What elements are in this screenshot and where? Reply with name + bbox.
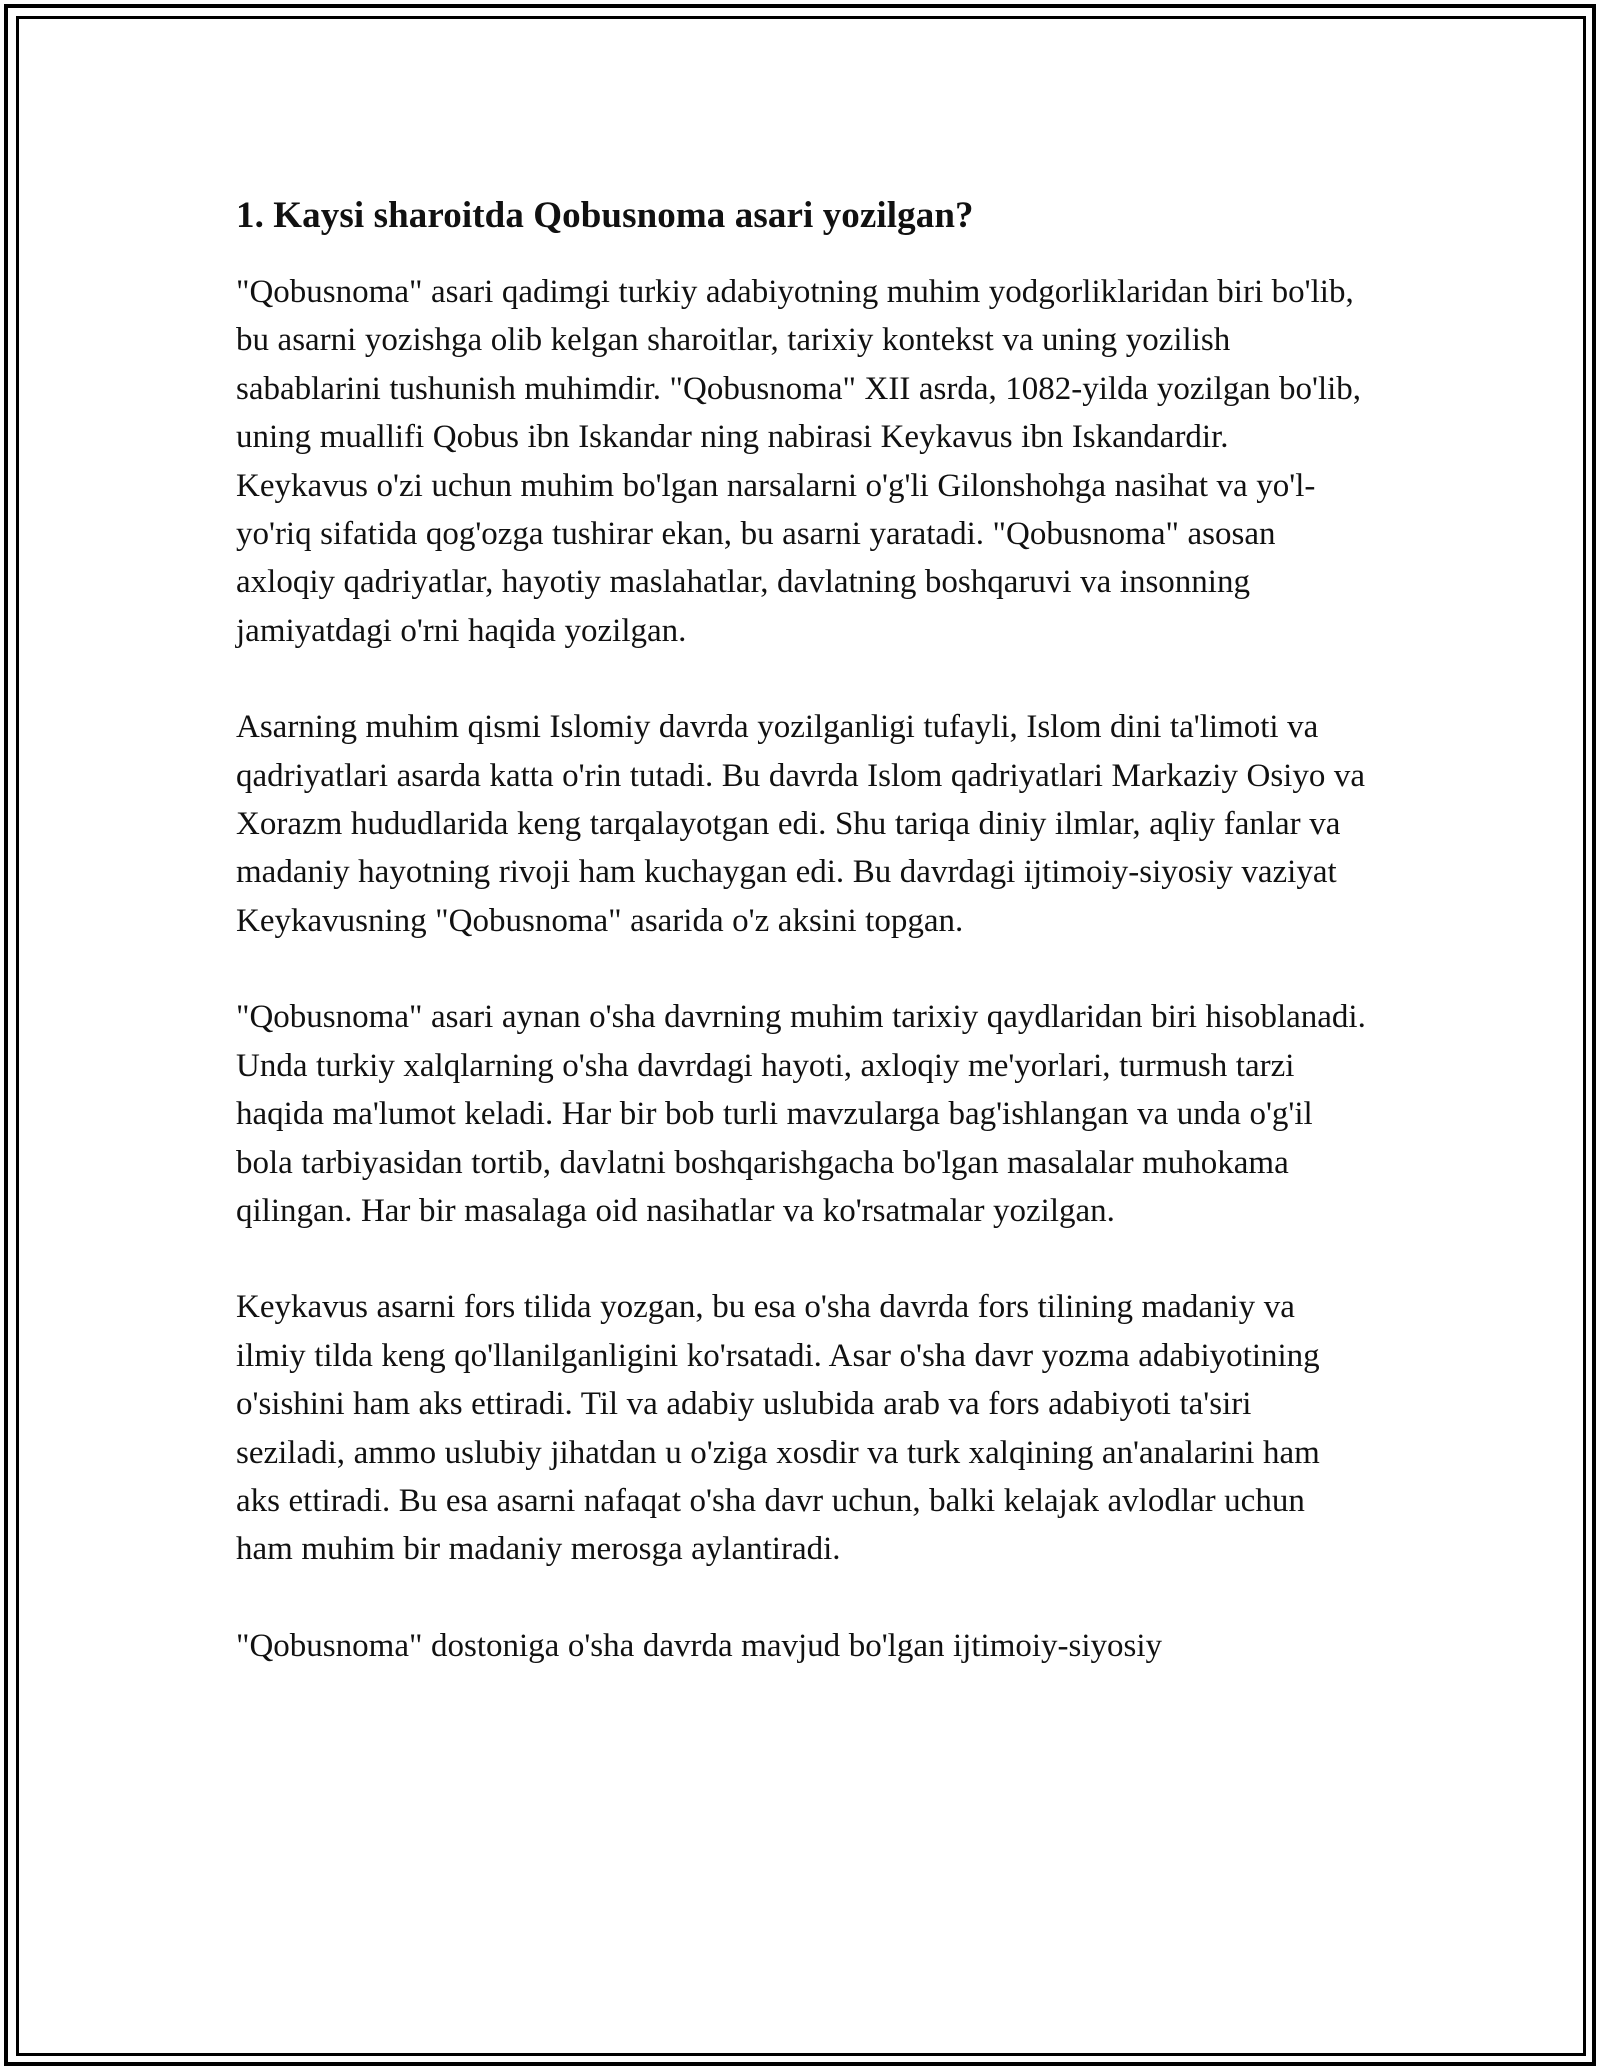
paragraph-1: "Qobusnoma" asari qadimgi turkiy adabiyotning muhim yodgorliklaridan biri bo'lib, bu asarni yozishga olib kelgan sharoitlar, tarixiy kontekst va uning yozilish sabablarini tushunish muhimdir. "Qobusnoma" XII asrda, 1082-yilda yozilgan bo'lib, uning muallifi Qobus ibn Iskandar ning nabirasi Keykavus ibn Iskandardir. Keykavus o'zi uchun muhim bo'lgan narsalarni o'g'li Gilonshohga nasihat va yo'l-yo'riq sifatida qog'ozga tushirar ekan, bu asarni yaratadi. "Qobusnoma" asosan axloqiy qadriyatlar, hayotiy maslahatlar, davlatning boshqaruvi va insonning jamiyatdagi o'rni haqida yozilgan. [236,274,1362,649]
paragraph-2: Asarning muhim qismi Islomiy davrda yozilganligi tufayli, Islom dini ta'limoti va qadriyatlari asarda katta o'rin tutadi. Bu davrda Islom qadriyatlari Markaziy Osiyo va Xorazm hududlarida keng tarqalayotgan edi. Shu tariqa diniy ilmlar, aqliy fanlar va madaniy hayotning rivoji ham kuchaygan edi. Bu davrdagi ijtimoiy-siyosiy vaziyat Keykavusning "Qobusnoma" asarida o'z aksini topgan. [236,709,1366,939]
paragraph-3: "Qobusnoma" asari aynan o'sha davrning muhim tarixiy qaydlaridan biri hisoblanadi. Unda turkiy xalqlarning o'sha davrdagi hayoti, axloqiy me'yorlari, turmush tarzi haqida ma'lumot keladi. Har bir bob turli mavzularga bag'ishlangan va unda o'g'il bola tarbiyasidan tortib, davlatni boshqarishgacha bo'lgan masalalar muhokama qilingan. Har bir masalaga oid nasihatlar va ko'rsatmalar yozilgan. [236,999,1366,1229]
paragraph-5: "Qobusnoma" dostoniga o'sha davrda mavjud bo'lgan ijtimoiy-siyosiy [236,1627,1163,1664]
paragraph-4: Keykavus asarni fors tilida yozgan, bu esa o'sha davrda fors tilining madaniy va ilmiy tilda keng qo'llanilganligini ko'rsatadi. Asar o'sha davr yozma adabiyotining o'sishini ham aks ettiradi. Til va adabiy uslubida arab va fors adabiyoti ta'siri seziladi, ammo uslubiy jihatdan u o'ziga xosdir va turk xalqining an'analarini ham aks ettiradi. Bu esa asarni nafaqat o'sha davr uchun, balki kelajak avlodlar uchun ham muhim bir madaniy merosga aylantiradi. [236,1289,1320,1568]
page-heading: 1. Kaysi sharoitda Qobusnoma asari yozilgan? [236,195,974,236]
document-body [236,188,1366,1718]
